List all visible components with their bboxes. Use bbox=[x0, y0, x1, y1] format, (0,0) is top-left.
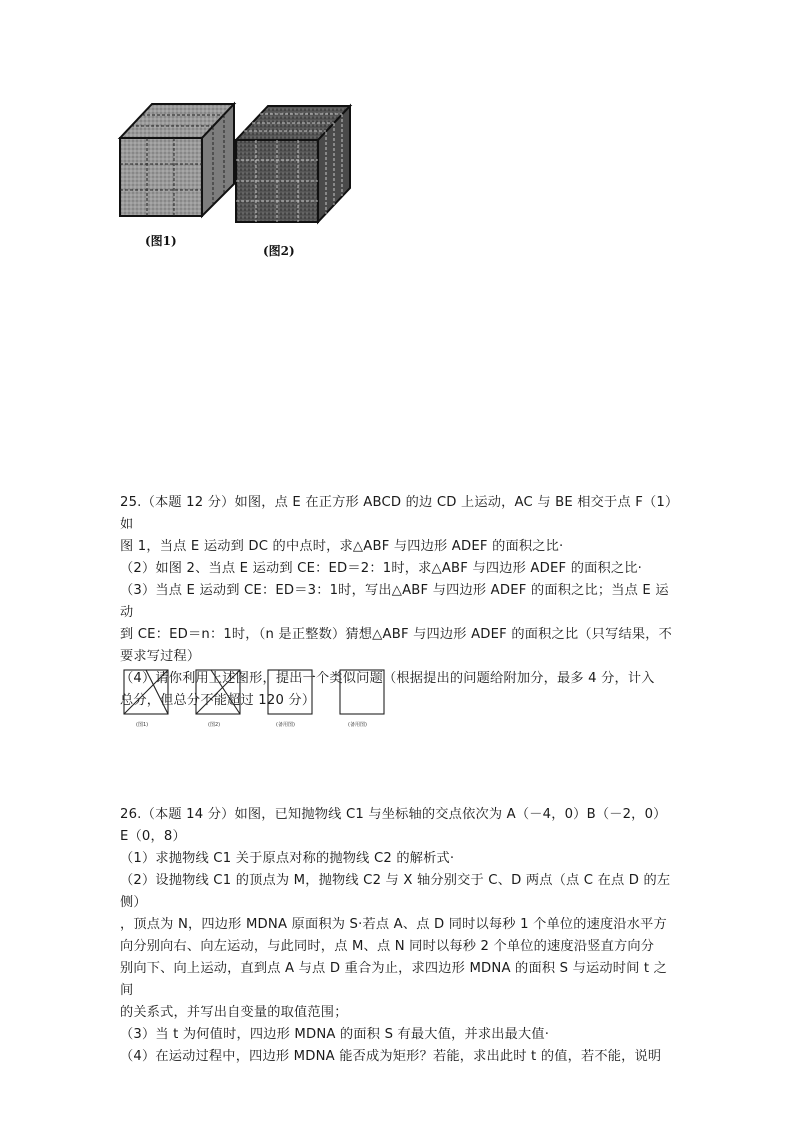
diagram-caption: (图2) bbox=[208, 722, 221, 728]
cube-2 bbox=[236, 106, 350, 222]
fig2-caption: (图2) bbox=[263, 244, 295, 258]
question-26 bbox=[120, 804, 680, 1068]
q25-line: 图 1，当点 E 运动到 DC 的中点时，求△ABF 与四边形 ADEF 的面积之比· bbox=[120, 539, 564, 554]
q25-line: 要求写过程） bbox=[120, 649, 201, 664]
q26-line: 的关系式，并写出自变量的取值范围； bbox=[120, 1005, 348, 1020]
q26-line: （2）设抛物线 C1 的顶点为 M，抛物线 C2 与 X 轴分别交于 C、D 两点（点 C 在点 D 的左侧） bbox=[120, 873, 671, 910]
q26-line: （1）求抛物线 C1 关于原点对称的抛物线 C2 的解析式· bbox=[120, 851, 455, 866]
q25-line: 25.（本题 12 分）如图，点 E 在正方形 ABCD 的边 CD 上运动，AC 与 BE 相交于点 F（1）如 bbox=[120, 495, 679, 532]
cube-1 bbox=[120, 104, 234, 216]
q26-line: ，顶点为 N，四边形 MDNA 原面积为 S·若点 A、点 D 同时以每秒 1 个单位的速度沿水平方 bbox=[120, 917, 667, 932]
square-fig1 bbox=[124, 670, 168, 714]
square-diagrams bbox=[118, 664, 398, 734]
q25-line: （4）请你利用上述图形，提出一个类似问题（根据提出的问题给附加分，最多 4 分，计入 bbox=[120, 671, 655, 686]
q26-line: 别向下、向上运动，直到点 A 与点 D 重合为止，求四边形 MDNA 的面积 S 与运动时间 t 之间 bbox=[120, 961, 668, 998]
fig1-caption: (图1) bbox=[145, 234, 177, 248]
square-fig2 bbox=[196, 670, 240, 714]
q26-line: （3）当 t 为何值时，四边形 MDNA 的面积 S 有最大值，并求出最大值· bbox=[120, 1027, 550, 1042]
square-spare-1 bbox=[268, 670, 312, 714]
square-spare-2 bbox=[340, 670, 384, 714]
q26-line: E（0，8） bbox=[120, 829, 186, 844]
q25-line: （3）当点 E 运动到 CE：ED＝3：1时，写出△ABF 与四边形 ADEF 的面积之比；当点 E 运动 bbox=[120, 583, 669, 620]
diagram-caption: (图1) bbox=[136, 722, 149, 728]
diagram-caption: (备用图) bbox=[348, 722, 367, 728]
q26-line: 向分别向右、向左运动，与此同时，点 M、点 N 同时以每秒 2 个单位的速度沿竖直方向分 bbox=[120, 939, 655, 954]
q25-line: （2）如图 2、当点 E 运动到 CE：ED＝2：1时，求△ABF 与四边形 ADEF 的面积之比· bbox=[120, 561, 643, 576]
q25-line: 到 CE：ED＝n：1时，（n 是正整数）猜想△ABF 与四边形 ADEF 的面积之比（只写结果，不 bbox=[120, 627, 673, 642]
q26-line: （4）在运动过程中，四边形 MDNA 能否成为矩形？若能，求出此时 t 的值，若不能，说明 bbox=[120, 1049, 662, 1064]
q26-line: 26.（本题 14 分）如图，已知抛物线 C1 与坐标轴的交点依次为 A（－4，0）B（－2，0） bbox=[120, 807, 667, 822]
diagram-caption: (备用图) bbox=[276, 722, 295, 728]
q25-line: 总分，但总分不能超过 120 分） bbox=[120, 693, 316, 708]
